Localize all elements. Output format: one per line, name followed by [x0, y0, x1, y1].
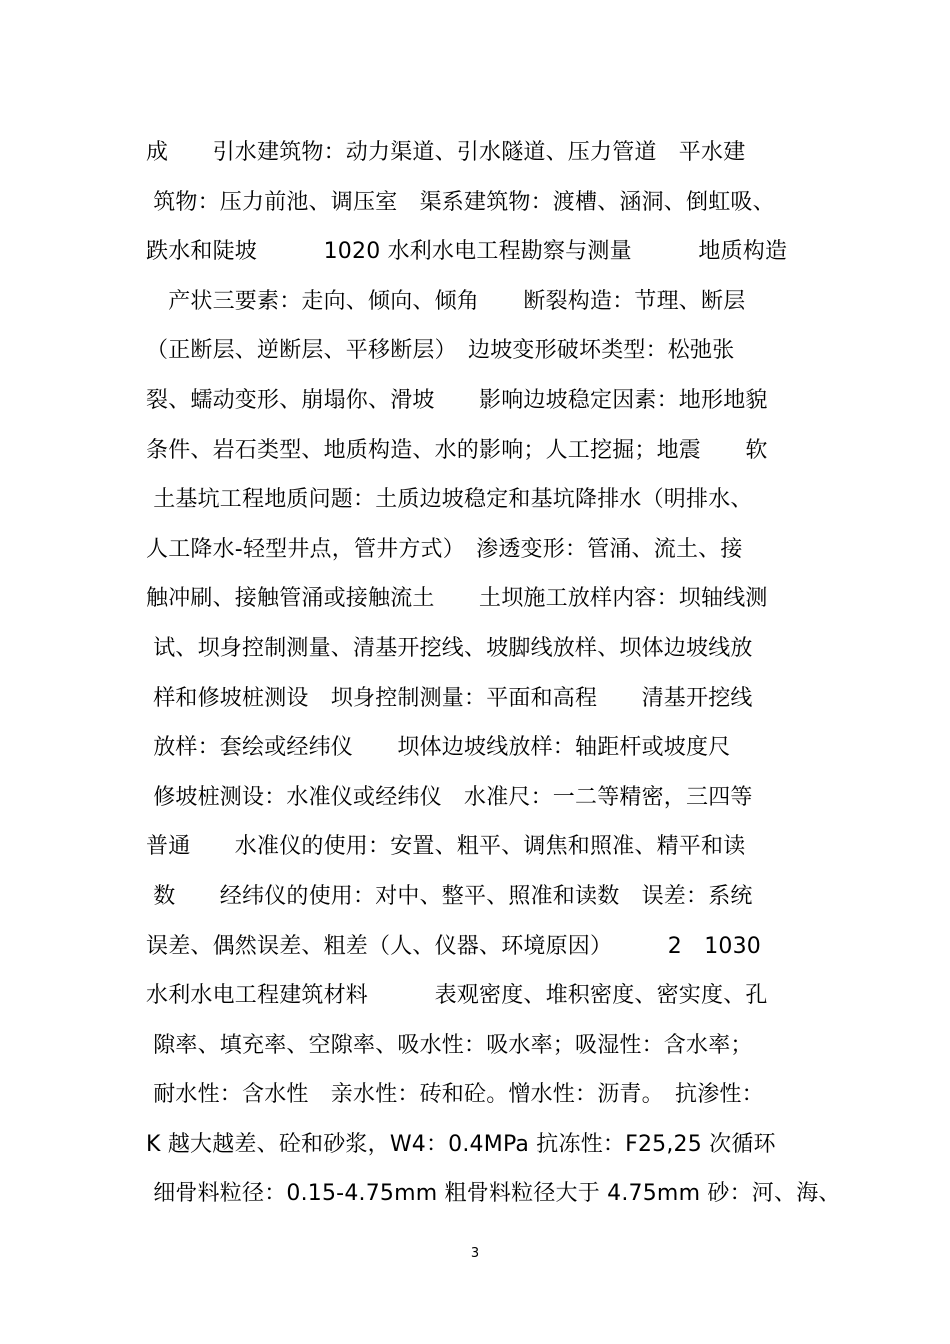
text-line: 数 经纬仪的使用：对中、整平、照准和读数 误差：系统 [146, 883, 753, 909]
text-line: 普通 水准仪的使用：安置、粗平、调焦和照准、精平和读 [146, 834, 746, 860]
text-line: 裂、蠕动变形、崩塌你、滑坡 影响边坡稳定因素：地形地貌 [146, 387, 768, 413]
text-line: 人工降水-轻型井点，管井方式） 渗透变形：管涌、流土、接 [146, 536, 743, 562]
text-line: 耐水性：含水性 亲水性：砖和砼。憎水性：沥青。 抗渗性： [146, 1082, 764, 1108]
text-line: 产状三要素：走向、倾向、倾角 断裂构造：节理、断层 [146, 288, 746, 314]
body-text [146, 128, 841, 1219]
text-line: 水利水电工程建筑材料 表观密度、堆积密度、密实度、孔 [146, 983, 768, 1009]
text-line: 条件、岩石类型、地质构造、水的影响；人工挖掘；地震 软 [146, 437, 768, 463]
text-line: 放样：套绘或经纬仪 坝体边坡线放样：轴距杆或坡度尺 [146, 735, 731, 761]
text-line: 成 引水建筑物：动力渠道、引水隧道、压力管道 平水建 [146, 140, 746, 165]
text-line: 土基坑工程地质问题：土质边坡稳定和基坑降排水（明排水、 [146, 487, 753, 513]
text-line: 跌水和陡坡 1020 水利水电工程勘察与测量 地质构造 [146, 239, 788, 265]
text-line: 修坡桩测设：水准仪或经纬仪 水准尺：一二等精密，三四等 [146, 784, 753, 810]
text-line: 误差、偶然误差、粗差（人、仪器、环境原因） 2 1030 [146, 933, 761, 959]
text-line: 样和修坡桩测设 坝身控制测量：平面和高程 清基开挖线 [146, 685, 753, 711]
text-line: 细骨料粒径：0.15-4.75mm 粗骨料粒径大于 4.75mm 砂：河、海、 [146, 1181, 841, 1207]
text-line: K 越大越差、砼和砂浆，W4：0.4MPa 抗冻性：F25,25 次循环 [146, 1131, 776, 1157]
text-line: 触冲刷、接触管涌或接触流土 土坝施工放样内容：坝轴线测 [146, 586, 768, 612]
text-line: （正断层、逆断层、平移断层） 边坡变形破坏类型：松弛张 [146, 338, 735, 364]
text-line: 隙率、填充率、空隙率、吸水性：吸水率；吸湿性：含水率； [146, 1032, 753, 1058]
page-number: 3 [470, 1246, 480, 1261]
text-line: 筑物：压力前池、调压室 渠系建筑物：渡槽、涵洞、倒虹吸、 [146, 189, 775, 215]
text-line: 试、坝身控制测量、清基开挖线、坡脚线放样、坝体边坡线放 [146, 635, 753, 661]
